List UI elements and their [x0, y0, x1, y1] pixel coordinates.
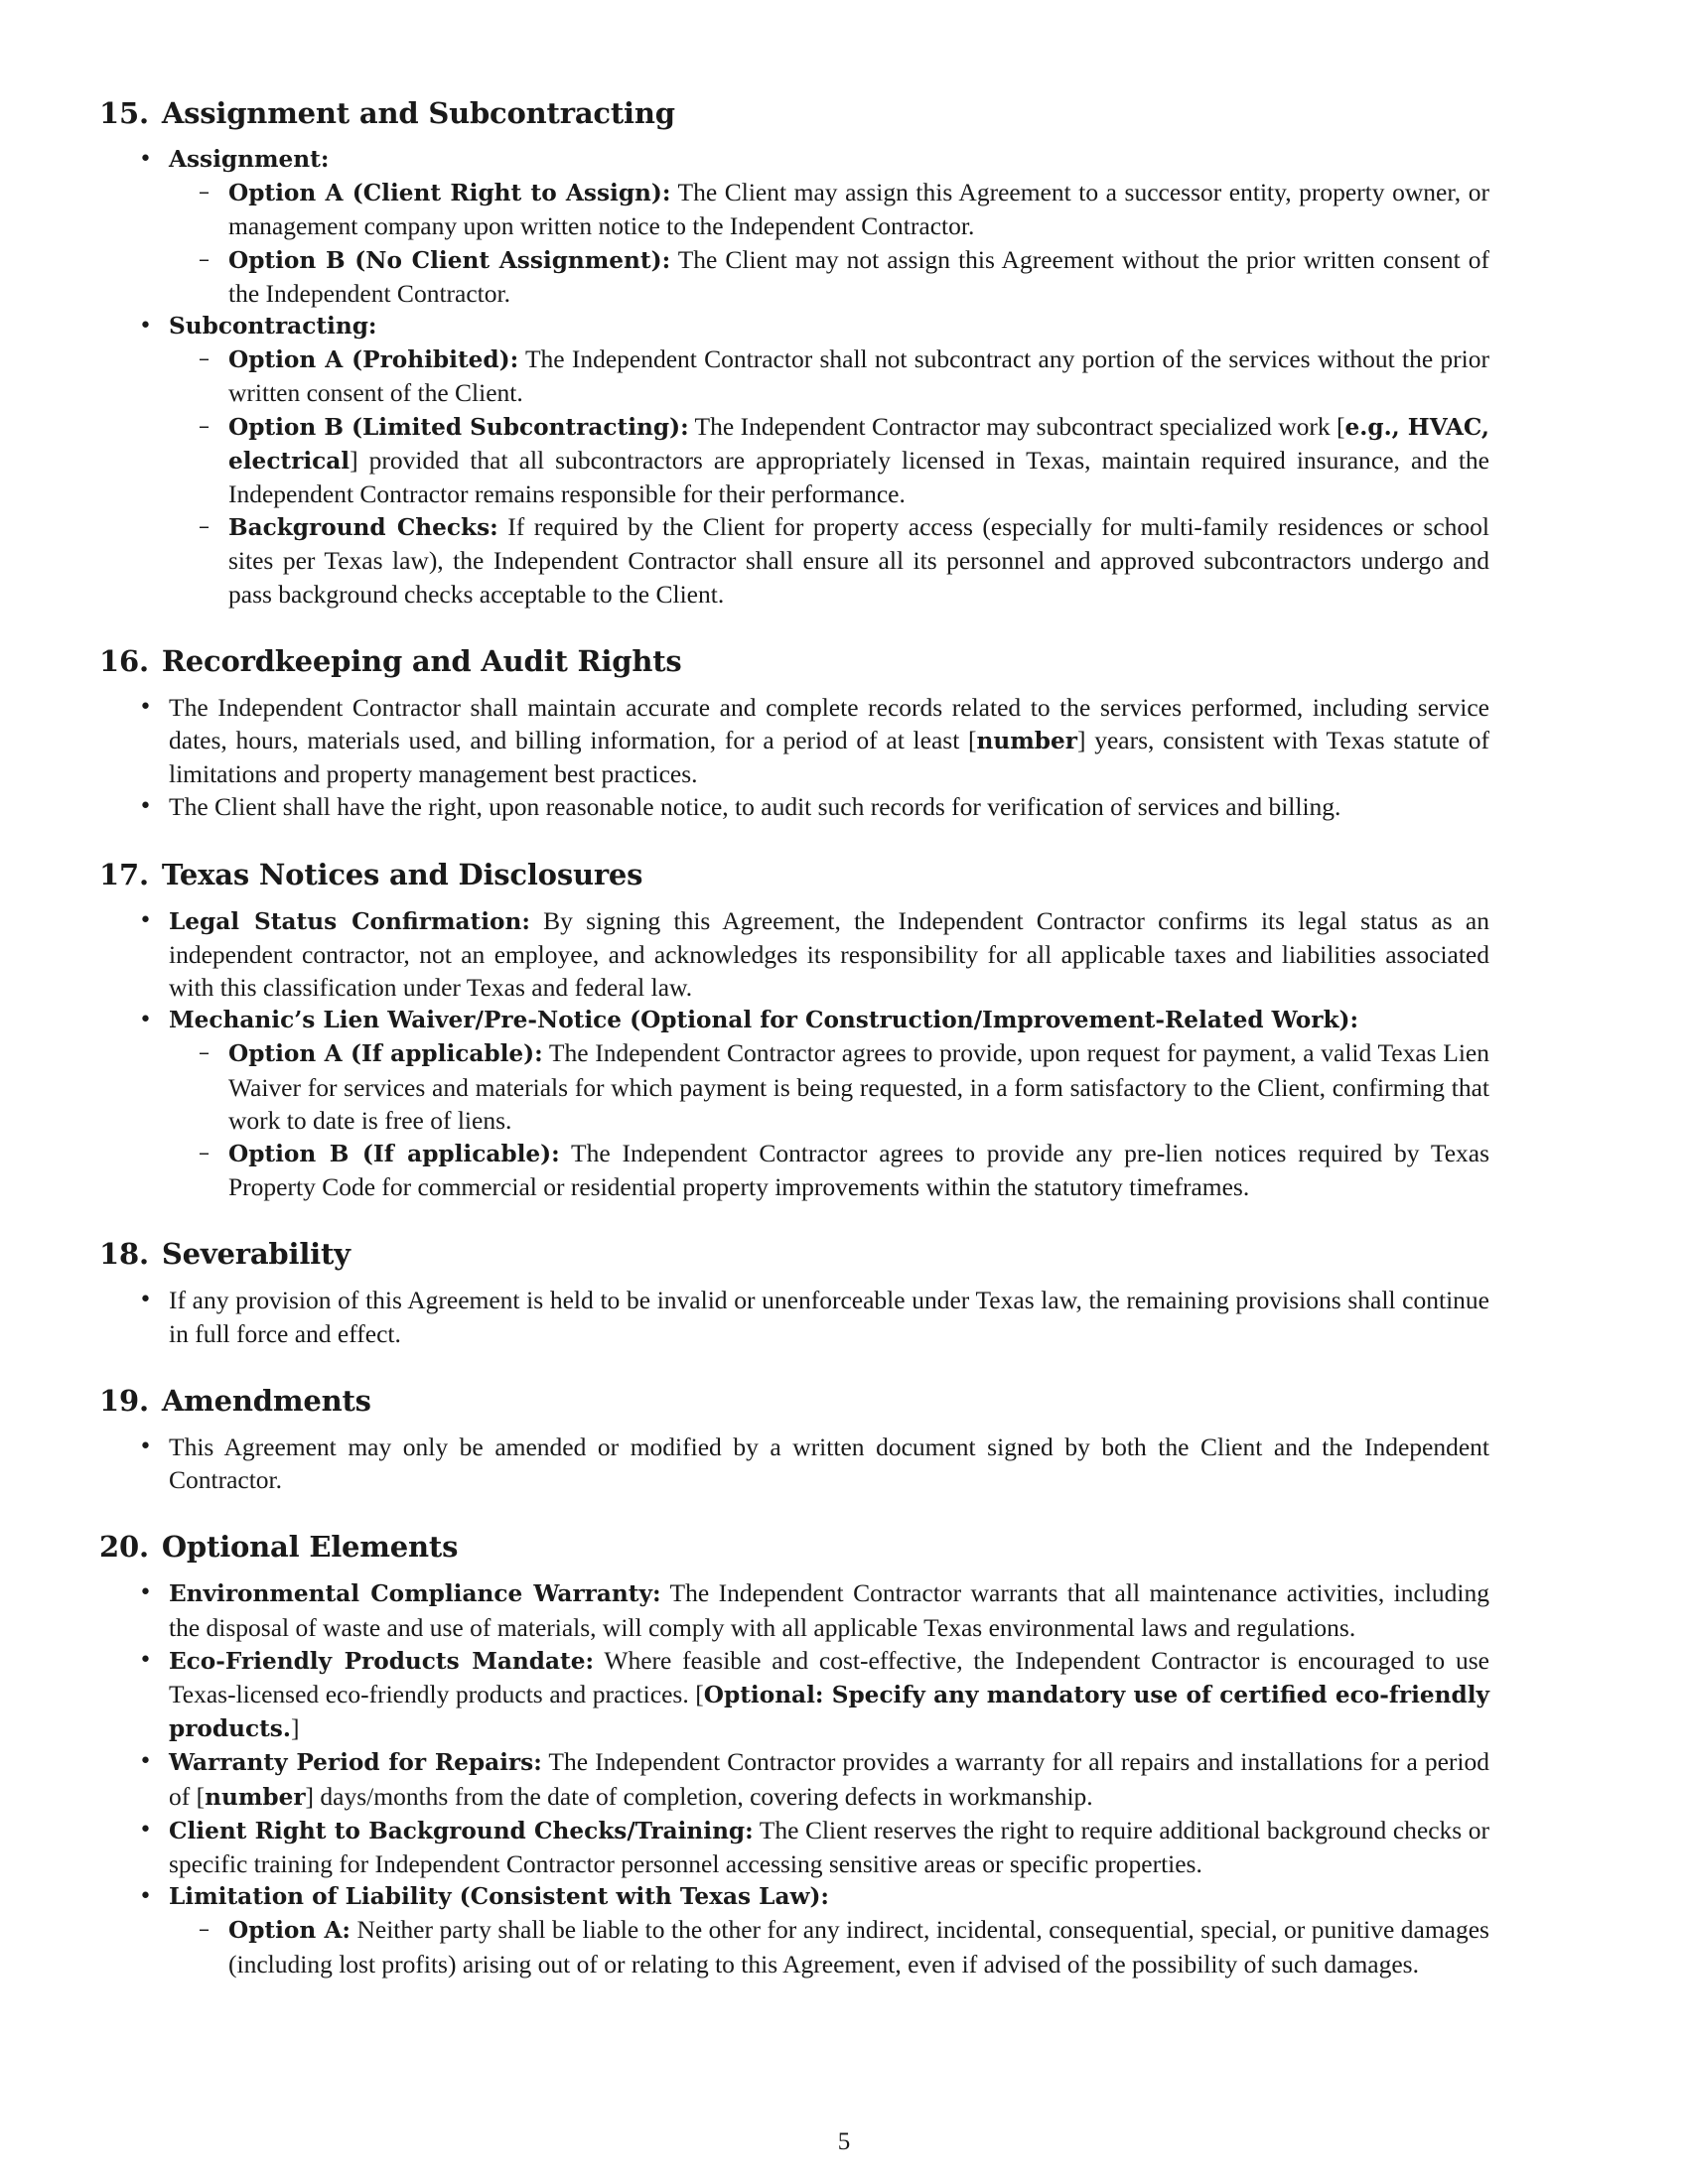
bullet-icon: • [139, 907, 152, 933]
bullet-icon: • [139, 694, 152, 720]
item-text: The Independent Contractor shall maintain accurate and complete records related to the services performed, including service dates, hours, materials used, and billing information, for a period of at least [ [169, 692, 1489, 755]
bullet-list [99, 1576, 1589, 1979]
list-item [99, 790, 1489, 823]
list-item [99, 1644, 1489, 1746]
bullet-icon: • [139, 1817, 152, 1843]
bullet-icon: • [139, 1433, 152, 1459]
item-label: Background Checks: [228, 514, 498, 542]
item-text: The Independent Contractor may subcontract specialized work [ [688, 411, 1345, 441]
item-label: Assignment: [169, 146, 330, 173]
item-text: The Independent Contractor provides a warranty for all repairs and installations for a period of [ [169, 1747, 1490, 1811]
bullet-icon: • [139, 1884, 152, 1910]
list-item [99, 1814, 1489, 1880]
item-label: Option A (Client Right to Assign): [228, 180, 671, 207]
sub-item [169, 1036, 1489, 1137]
list-item [99, 691, 1489, 791]
item-text: The Independent Contractor warrants that all maintenance activities, including the disposal of waste and use of materials, will comply with all applicable Texas environmental laws and regulations. [169, 1578, 1490, 1642]
bullet-icon: • [139, 314, 152, 340]
dash-icon: – [199, 514, 210, 540]
item-label: Option A (Prohibited): [228, 346, 519, 374]
item-text: By signing this Agreement, the Independent Contractor confirms its legal status as an independent contractor, not an employee, and acknowledges its responsibility for all applicable taxes and liabilities associated with this classification under Texas and federal law. [169, 905, 1489, 1003]
item-label: Option B (No Client Assignment): [228, 246, 671, 274]
item-text: The Client shall have the right, upon reasonable notice, to audit such records for verification of services and billing. [169, 792, 1341, 822]
list-item [99, 1745, 1489, 1813]
dash-icon: – [199, 1917, 210, 1943]
item-label: Option A (If applicable): [228, 1040, 543, 1068]
sub-item [169, 243, 1489, 310]
bullet-icon: • [139, 1288, 152, 1313]
item-text: This Agreement may only be amended or modified by a written document signed by both the Client and the Independent Contractor. [169, 1432, 1489, 1495]
item-label: Limitation of Liability (Consistent with Texas Law): [169, 1883, 829, 1911]
list-item [99, 1880, 1489, 1980]
sub-list [169, 342, 1489, 611]
item-text: The Client may assign this Agreement to a successor entity, property owner, or management company upon written notice to the Independent Contractor. [228, 178, 1489, 241]
dash-icon: – [199, 180, 210, 205]
section-heading: 16. Recordkeeping and Audit Rights [99, 643, 682, 678]
bullet-icon: • [139, 1647, 152, 1673]
section-16 [99, 641, 1589, 824]
item-label: Subcontracting: [169, 313, 377, 341]
bullet-list [99, 143, 1589, 611]
item-label: Option B (Limited Subcontracting): [228, 413, 689, 441]
list-item [99, 310, 1489, 611]
sub-item [169, 410, 1489, 511]
bullet-icon: • [139, 794, 152, 820]
placeholder-text: number [205, 1783, 306, 1811]
section-19 [99, 1381, 1589, 1496]
sub-list [169, 1036, 1489, 1203]
item-label: Environmental Compliance Warranty: [169, 1580, 661, 1608]
list-item [99, 1004, 1489, 1203]
item-text: The Independent Contractor agrees to provide, upon request for payment, a valid Texas Lien Waiver for services and materials for which payment is being requested, in a form satisfactory to the Client, confirming that work to date is free of liens. [228, 1038, 1489, 1135]
dash-icon: – [199, 413, 210, 439]
section-18 [99, 1234, 1589, 1349]
bullet-icon: • [139, 1749, 152, 1775]
item-text: If required by the Client for property access (especially for multi-family residences or school sites per Texas law), the Independent Contractor shall ensure all its personnel and approved subcontractors undergo and pass background checks acceptable to the Client. [228, 512, 1489, 609]
bullet-list [99, 691, 1589, 824]
item-text: The Client may not assign this Agreement without the prior written consent of the Independent Contractor. [228, 244, 1489, 308]
section-17 [99, 855, 1589, 1204]
item-label: Mechanic’s Lien Waiver/Pre-Notice (Optional for Construction/Improvement-Related Work): [169, 1007, 1359, 1034]
item-text: ] provided that all subcontractors are appropriately licensed in Texas, maintain required insurance, and the Independent Contractor remains responsible for their performance. [228, 445, 1489, 509]
sub-item [169, 1137, 1489, 1203]
placeholder-text: e.g., HVAC, electrical [228, 413, 1489, 475]
item-text: Neither party shall be liable to the other for any indirect, incidental, consequential, special, or punitive damages (including lost profits) arising out of or relating to this Agreement, even if advised of the possibility of such damages. [228, 1915, 1489, 1979]
item-text: ] [290, 1713, 300, 1743]
section-20 [99, 1527, 1589, 1979]
bullet-icon: • [139, 147, 152, 172]
item-label: Warranty Period for Repairs: [169, 1749, 542, 1777]
section-heading: 15. Assignment and Subcontracting [99, 96, 675, 130]
bullet-icon: • [139, 1580, 152, 1606]
dash-icon: – [199, 1040, 210, 1066]
item-label: Option A: [228, 1917, 351, 1945]
dash-icon: – [199, 1141, 210, 1166]
section-15 [99, 93, 1589, 611]
bullet-list [99, 904, 1589, 1204]
list-item [99, 1431, 1489, 1496]
sub-item [169, 342, 1489, 409]
item-label: Option B (If applicable): [228, 1141, 560, 1168]
item-text: If any provision of this Agreement is held to be invalid or unenforceable under Texas law, the remaining provisions shall continue in full force and effect. [169, 1286, 1489, 1348]
sub-item [169, 1913, 1489, 1979]
item-text: The Client reserves the right to require additional background checks or specific training for Independent Contractor personnel accessing sensitive areas or specific properties. [169, 1815, 1490, 1878]
section-heading: 19. Amendments [99, 1383, 371, 1418]
bullet-list [99, 1431, 1589, 1496]
section-heading: 20. Optional Elements [99, 1530, 459, 1565]
sub-list [169, 1913, 1489, 1979]
item-label: Client Right to Background Checks/Training: [169, 1817, 754, 1844]
dash-icon: – [199, 346, 210, 372]
placeholder-text: number [976, 728, 1077, 755]
section-heading: 17. Texas Notices and Disclosures [99, 857, 643, 891]
sub-list [169, 176, 1489, 310]
item-text: The Independent Contractor agrees to provide any pre-lien notices required by Texas Property Code for commercial or residential property improvements within the statutory timeframes. [228, 1139, 1489, 1202]
section-heading: 18. Severability [99, 1237, 351, 1272]
item-text: Where feasible and cost-effective, the Independent Contractor is encouraged to use Texas-licensed eco-friendly products and practices. [ [169, 1645, 1489, 1708]
bullet-icon: • [139, 1008, 152, 1033]
item-text: The Independent Contractor shall not subcontract any portion of the services without the prior written consent of the Client. [228, 344, 1489, 408]
sub-item [169, 176, 1489, 242]
list-item [99, 1284, 1489, 1349]
list-item [99, 1576, 1489, 1643]
page-number: 5 [837, 2128, 851, 2155]
dash-icon: – [199, 246, 210, 272]
item-text: ] years, consistent with Texas statute of limitations and property management best practices. [169, 726, 1489, 789]
document-page [99, 93, 1589, 2011]
list-item [99, 143, 1489, 310]
item-label: Eco-Friendly Products Mandate: [169, 1647, 595, 1675]
item-text: ] days/months from the date of completion, covering defects in workmanship. [305, 1781, 1093, 1811]
bullet-list [99, 1284, 1589, 1349]
list-item [99, 904, 1489, 1005]
placeholder-text: Optional: Specify any mandatory use of certified eco-friendly products. [169, 1681, 1489, 1743]
item-label: Legal Status Confirmation: [169, 907, 530, 935]
sub-item [169, 510, 1489, 611]
